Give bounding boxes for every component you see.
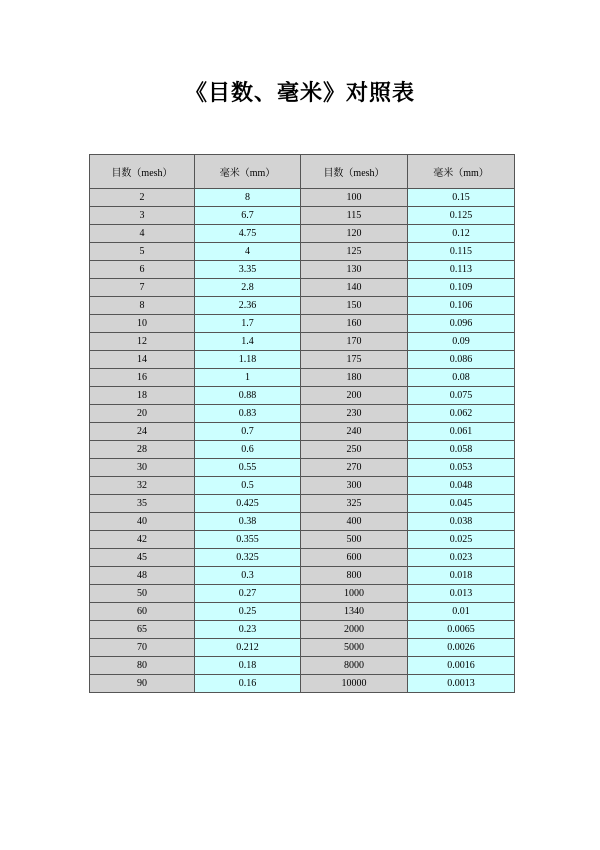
table-row	[90, 315, 515, 333]
table-row	[90, 297, 515, 315]
mesh-cell: 28	[90, 441, 195, 459]
mesh-cell: 120	[301, 225, 408, 243]
table-row	[90, 207, 515, 225]
mesh-cell: 12	[90, 333, 195, 351]
mm-cell: 0.6	[195, 441, 301, 459]
mm-cell: 1.7	[195, 315, 301, 333]
mesh-cell: 8000	[301, 657, 408, 675]
mm-cell: 4.75	[195, 225, 301, 243]
mesh-cell: 42	[90, 531, 195, 549]
mm-cell: 0.25	[195, 603, 301, 621]
mesh-cell: 10000	[301, 675, 408, 693]
mm-cell: 0.062	[408, 405, 515, 423]
mesh-cell: 20	[90, 405, 195, 423]
mesh-cell: 2000	[301, 621, 408, 639]
mm-cell: 0.0016	[408, 657, 515, 675]
mm-cell: 0.058	[408, 441, 515, 459]
table-row	[90, 513, 515, 531]
table-row	[90, 549, 515, 567]
mm-cell: 0.212	[195, 639, 301, 657]
mesh-cell: 270	[301, 459, 408, 477]
mesh-cell: 240	[301, 423, 408, 441]
mm-cell: 2.36	[195, 297, 301, 315]
mm-cell: 0.18	[195, 657, 301, 675]
mm-cell: 0.075	[408, 387, 515, 405]
mesh-cell: 300	[301, 477, 408, 495]
mm-cell: 0.018	[408, 567, 515, 585]
mesh-cell: 5000	[301, 639, 408, 657]
mm-cell: 0.061	[408, 423, 515, 441]
mesh-cell: 325	[301, 495, 408, 513]
header-mm-2: 毫米（mm）	[408, 155, 515, 189]
mm-cell: 0.38	[195, 513, 301, 531]
mesh-cell: 30	[90, 459, 195, 477]
mesh-cell: 18	[90, 387, 195, 405]
mesh-cell: 5	[90, 243, 195, 261]
mesh-cell: 125	[301, 243, 408, 261]
table-row	[90, 189, 515, 207]
mm-cell: 0.09	[408, 333, 515, 351]
table-row	[90, 405, 515, 423]
table-row	[90, 495, 515, 513]
mm-cell: 0.01	[408, 603, 515, 621]
mesh-cell: 40	[90, 513, 195, 531]
mm-cell: 2.8	[195, 279, 301, 297]
table-row	[90, 531, 515, 549]
mm-cell: 0.038	[408, 513, 515, 531]
mesh-cell: 3	[90, 207, 195, 225]
mm-cell: 0.125	[408, 207, 515, 225]
mesh-cell: 800	[301, 567, 408, 585]
mesh-cell: 2	[90, 189, 195, 207]
mm-cell: 0.053	[408, 459, 515, 477]
mesh-cell: 200	[301, 387, 408, 405]
mm-cell: 0.16	[195, 675, 301, 693]
mesh-cell: 8	[90, 297, 195, 315]
mesh-cell: 250	[301, 441, 408, 459]
mesh-cell: 65	[90, 621, 195, 639]
header-mm-1: 毫米（mm）	[195, 155, 301, 189]
mesh-cell: 170	[301, 333, 408, 351]
mesh-cell: 160	[301, 315, 408, 333]
mesh-cell: 1000	[301, 585, 408, 603]
mm-cell: 0.045	[408, 495, 515, 513]
mm-cell: 0.096	[408, 315, 515, 333]
table-row	[90, 585, 515, 603]
table-row	[90, 441, 515, 459]
mm-cell: 0.0026	[408, 639, 515, 657]
table-row	[90, 621, 515, 639]
mm-cell: 0.23	[195, 621, 301, 639]
table-row	[90, 279, 515, 297]
mm-cell: 6.7	[195, 207, 301, 225]
mm-cell: 0.83	[195, 405, 301, 423]
table-row	[90, 387, 515, 405]
table-row	[90, 351, 515, 369]
mesh-cell: 60	[90, 603, 195, 621]
mm-cell: 0.15	[408, 189, 515, 207]
table-row	[90, 603, 515, 621]
mesh-cell: 175	[301, 351, 408, 369]
mm-cell: 1.18	[195, 351, 301, 369]
mesh-cell: 16	[90, 369, 195, 387]
mm-cell: 0.08	[408, 369, 515, 387]
mesh-cell: 6	[90, 261, 195, 279]
page-title: 《目数、毫米》对照表	[184, 81, 415, 106]
mesh-cell: 10	[90, 315, 195, 333]
mm-cell: 0.325	[195, 549, 301, 567]
mm-cell: 3.35	[195, 261, 301, 279]
mesh-cell: 180	[301, 369, 408, 387]
mesh-cell: 130	[301, 261, 408, 279]
table-row	[90, 333, 515, 351]
mm-cell: 8	[195, 189, 301, 207]
mesh-cell: 1340	[301, 603, 408, 621]
mm-cell: 0.88	[195, 387, 301, 405]
mesh-cell: 90	[90, 675, 195, 693]
mm-cell: 0.0013	[408, 675, 515, 693]
table-row	[90, 459, 515, 477]
mm-cell: 0.115	[408, 243, 515, 261]
table-row	[90, 477, 515, 495]
mm-cell: 0.106	[408, 297, 515, 315]
mm-cell: 0.425	[195, 495, 301, 513]
header-mesh-1: 目数（mesh）	[90, 155, 195, 189]
mesh-cell: 45	[90, 549, 195, 567]
table-row	[90, 261, 515, 279]
mm-cell: 0.27	[195, 585, 301, 603]
table-row	[90, 423, 515, 441]
mesh-cell: 32	[90, 477, 195, 495]
mm-cell: 1	[195, 369, 301, 387]
mesh-cell: 80	[90, 657, 195, 675]
mesh-cell: 70	[90, 639, 195, 657]
mesh-cell: 100	[301, 189, 408, 207]
mm-cell: 0.12	[408, 225, 515, 243]
table-header-row	[90, 155, 515, 189]
mesh-cell: 7	[90, 279, 195, 297]
mesh-cell: 400	[301, 513, 408, 531]
table-row	[90, 243, 515, 261]
header-mesh-2: 目数（mesh）	[301, 155, 408, 189]
table-row	[90, 639, 515, 657]
mm-cell: 0.023	[408, 549, 515, 567]
mesh-cell: 24	[90, 423, 195, 441]
mm-cell: 0.048	[408, 477, 515, 495]
mesh-cell: 48	[90, 567, 195, 585]
mesh-cell: 140	[301, 279, 408, 297]
mm-cell: 0.025	[408, 531, 515, 549]
mm-cell: 1.4	[195, 333, 301, 351]
mesh-cell: 115	[301, 207, 408, 225]
mm-cell: 0.113	[408, 261, 515, 279]
mesh-cell: 50	[90, 585, 195, 603]
mesh-cell: 150	[301, 297, 408, 315]
mm-cell: 0.013	[408, 585, 515, 603]
mesh-mm-table	[89, 154, 515, 693]
mesh-cell: 35	[90, 495, 195, 513]
mm-cell: 0.7	[195, 423, 301, 441]
mesh-cell: 14	[90, 351, 195, 369]
mm-cell: 0.086	[408, 351, 515, 369]
table-body	[90, 189, 515, 693]
table-row	[90, 567, 515, 585]
mm-cell: 0.5	[195, 477, 301, 495]
mesh-cell: 600	[301, 549, 408, 567]
table-row	[90, 675, 515, 693]
mesh-cell: 230	[301, 405, 408, 423]
table-row	[90, 657, 515, 675]
mm-cell: 0.55	[195, 459, 301, 477]
table-row	[90, 225, 515, 243]
table-row	[90, 369, 515, 387]
mm-cell: 0.109	[408, 279, 515, 297]
mm-cell: 0.0065	[408, 621, 515, 639]
mm-cell: 4	[195, 243, 301, 261]
mm-cell: 0.3	[195, 567, 301, 585]
mesh-cell: 500	[301, 531, 408, 549]
mesh-cell: 4	[90, 225, 195, 243]
mm-cell: 0.355	[195, 531, 301, 549]
